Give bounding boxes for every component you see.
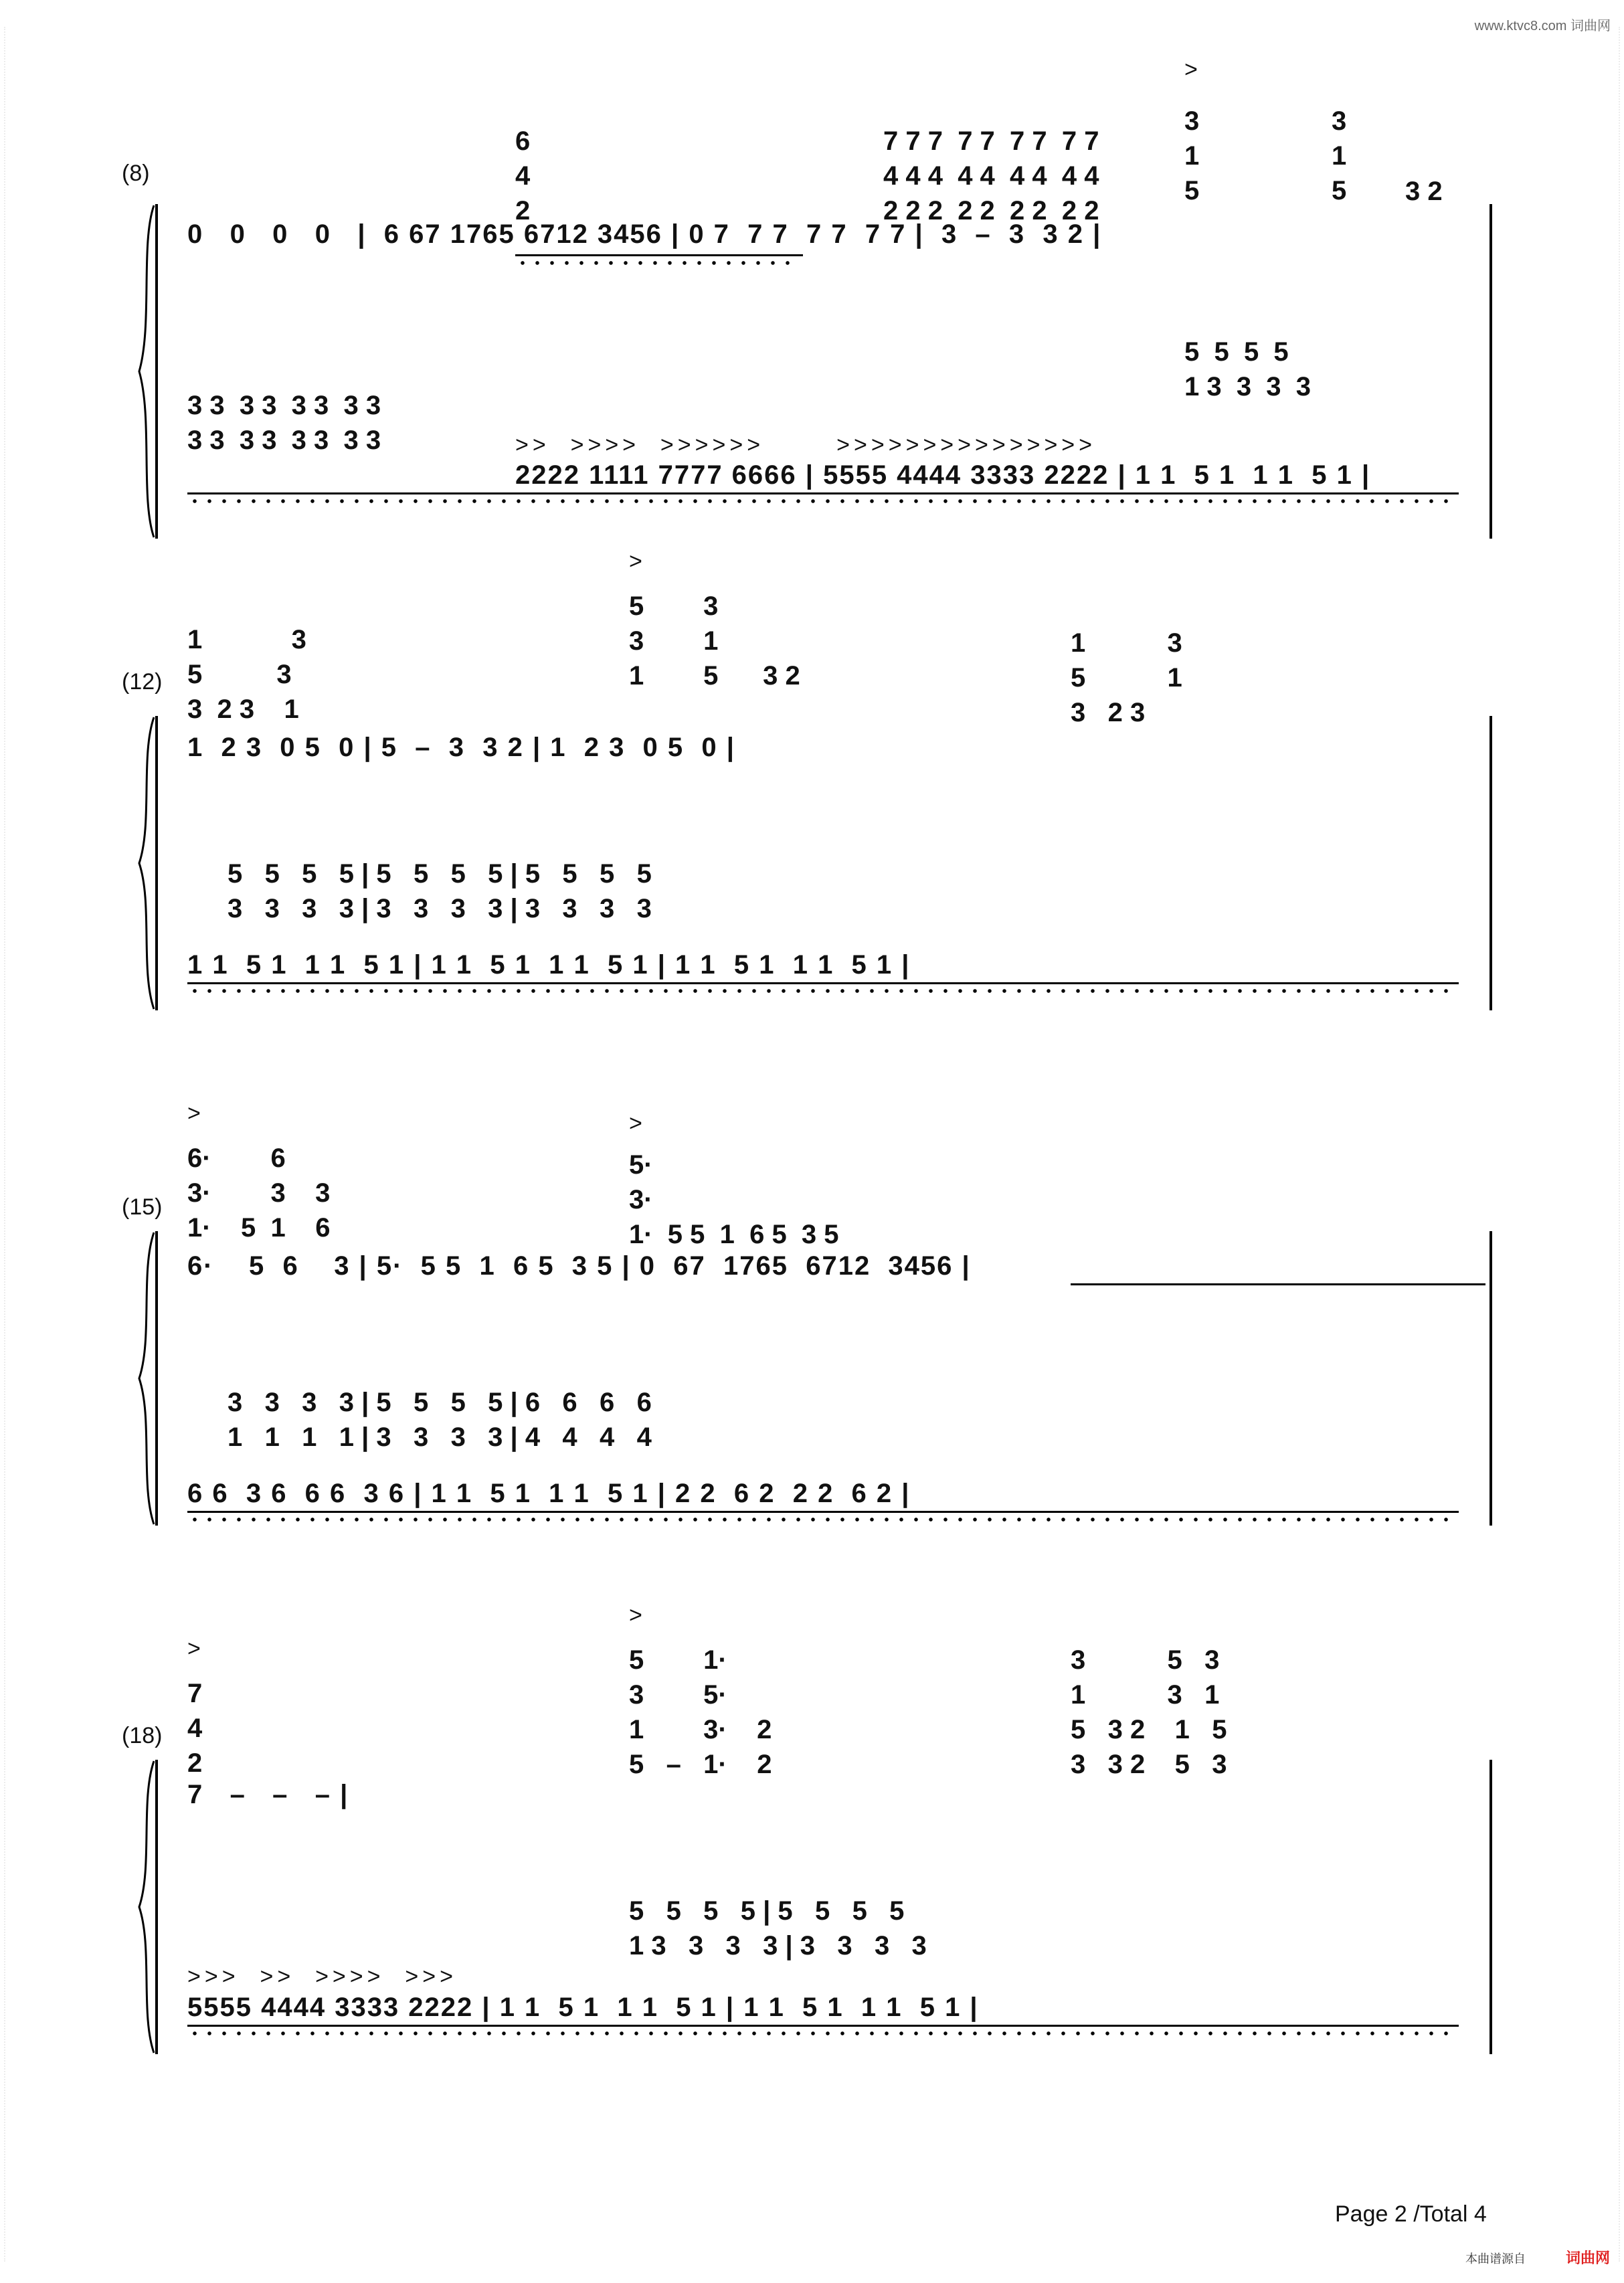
system-measure-18 (122, 1592, 1502, 2074)
accent-mark: > (629, 549, 646, 574)
bass-chord-stack: 5 5 5 5 | 5 5 5 5 1 3 3 3 3 | 3 3 3 3 (629, 1896, 927, 1960)
treble-chord-stack: 3 5 3 1 3 1 5 3 2 1 5 3 3 2 5 3 (1071, 1645, 1227, 1779)
treble-staff-row: 0 0 0 0 | 6 67 1765 6712 3456 | 0 7 7 7 7 7 7 7 | 3 – 3 3 2 | (187, 219, 1102, 249)
accent-mark: > (187, 1101, 205, 1126)
site-header: www.ktvc8.com 词曲网 (1474, 19, 1611, 33)
system-measure-8 (122, 54, 1502, 495)
measure-number: (8) (122, 161, 150, 186)
measure-number: (18) (122, 1723, 163, 1748)
system-line (155, 1760, 158, 2054)
bass-staff-row: 2222 1111 7777 6666 | 5555 4444 3333 2222 | 1 1 5 1 1 1 5 1 | (515, 460, 1371, 490)
treble-staff-row: 1 2 3 0 5 0 | 5 – 3 3 2 | 1 2 3 0 5 0 | (187, 733, 735, 762)
system-line (155, 1231, 158, 1526)
octave-dots (187, 989, 1459, 993)
measure-number: (15) (122, 1194, 163, 1220)
measure-number: (12) (122, 669, 163, 695)
octave-dots (187, 1518, 1459, 1522)
grand-staff-brace (134, 1231, 157, 1526)
treble-chord-stack: 6· 6 3· 3 3 1· 5 1 6 (187, 1144, 331, 1243)
barline (1490, 1760, 1492, 2054)
accent-mark: > (187, 1636, 205, 1661)
left-margin-watermark (4, 27, 15, 2262)
treble-chord-stack: 1 3 5 3 3 2 3 1 (187, 625, 306, 724)
bass-staff-row: 6 6 3 6 6 6 3 6 | 1 1 5 1 1 1 5 1 | 2 2 6 2 2 2 6 2 | (187, 1479, 911, 1508)
accent-mark: > (1184, 57, 1202, 82)
octave-dots (187, 499, 1459, 503)
page-number: Page 2 /Total 4 (1335, 2201, 1487, 2227)
treble-chord-stack: 7 4 2 (187, 1679, 203, 1778)
bass-chord-stack: 5 5 5 5 | 5 5 5 5 | 5 5 5 5 3 3 3 3 | 3 3 3 3 | 3 3 3 3 (228, 859, 652, 923)
bass-staff-row: 1 1 5 1 1 1 5 1 | 1 1 5 1 1 1 5 1 | 1 1 5 1 1 1 5 1 | (187, 950, 911, 980)
treble-chord-stack: 3 1 5 (1332, 106, 1347, 205)
bass-chord-stack: 5 5 5 5 1 3 3 3 3 (1184, 337, 1312, 401)
accent-mark: > (629, 1111, 646, 1136)
barline (1490, 204, 1492, 539)
treble-chord-stack: 3 2 (1405, 177, 1443, 206)
treble-chord-stack: 5· 3· 1· 5 5 1 6 5 3 5 (629, 1150, 839, 1249)
beam (187, 982, 1459, 984)
grand-staff-brace (134, 716, 157, 1010)
system-line (155, 716, 158, 1010)
barline (1490, 1231, 1492, 1526)
accent-marks: >>> >> >>>> >>> (187, 1964, 457, 1989)
footer-source: 本曲谱源自 (1465, 2252, 1526, 2266)
treble-chord-stack: 1 3 5 1 3 2 3 (1071, 628, 1182, 727)
bass-staff-row: 5555 4444 3333 2222 | 1 1 5 1 1 1 5 1 | 1 1 5 1 1 1 5 1 | (187, 1993, 979, 2022)
grand-staff-brace (134, 204, 157, 539)
octave-dots (515, 261, 796, 265)
beam (187, 1511, 1459, 1513)
accent-mark: > (629, 1603, 646, 1628)
accent-marks: >> >>>> >>>>>> >>>>>>>>>>>>>>> (515, 432, 1097, 458)
octave-dots (187, 2031, 1459, 2035)
treble-staff-row: 6· 5 6 3 | 5· 5 5 1 6 5 3 5 | 0 67 1765 6712 3456 | (187, 1251, 971, 1281)
site-logo: 词曲网 (1566, 2250, 1611, 2266)
beam (515, 254, 803, 256)
system-measure-15 (122, 1097, 1502, 1552)
bass-chord-stack: 3 3 3 3 3 3 3 3 3 3 3 3 3 3 3 3 (187, 391, 381, 455)
treble-chord-stack: 5 1· 3 5· 1 3· 2 5 – 1· 2 (629, 1645, 772, 1779)
right-margin-watermark (1609, 27, 1620, 2262)
beam (187, 492, 1459, 494)
system-line (155, 204, 158, 539)
treble-chord-stack: 3 1 5 (1184, 106, 1200, 205)
bass-chord-stack: 3 3 3 3 | 5 5 5 5 | 6 6 6 6 1 1 1 1 | 3 3 3 3 | 4 4 4 4 (228, 1388, 652, 1452)
system-measure-12 (122, 549, 1502, 1017)
beam (1071, 1283, 1485, 1285)
grand-staff-brace (134, 1760, 157, 2054)
treble-staff-row: 7 – – – | (187, 1780, 349, 1809)
beam (187, 2025, 1459, 2027)
treble-chord-stack: 6 4 2 (515, 126, 531, 225)
treble-chord-stack: 5 3 3 1 1 5 3 2 (629, 591, 800, 691)
barline (1490, 716, 1492, 1010)
treble-chord-stack: 7 7 7 7 7 7 7 7 7 4 4 4 4 4 4 4 4 4 2 2 2 2 2 2 2 2 2 (883, 126, 1099, 225)
